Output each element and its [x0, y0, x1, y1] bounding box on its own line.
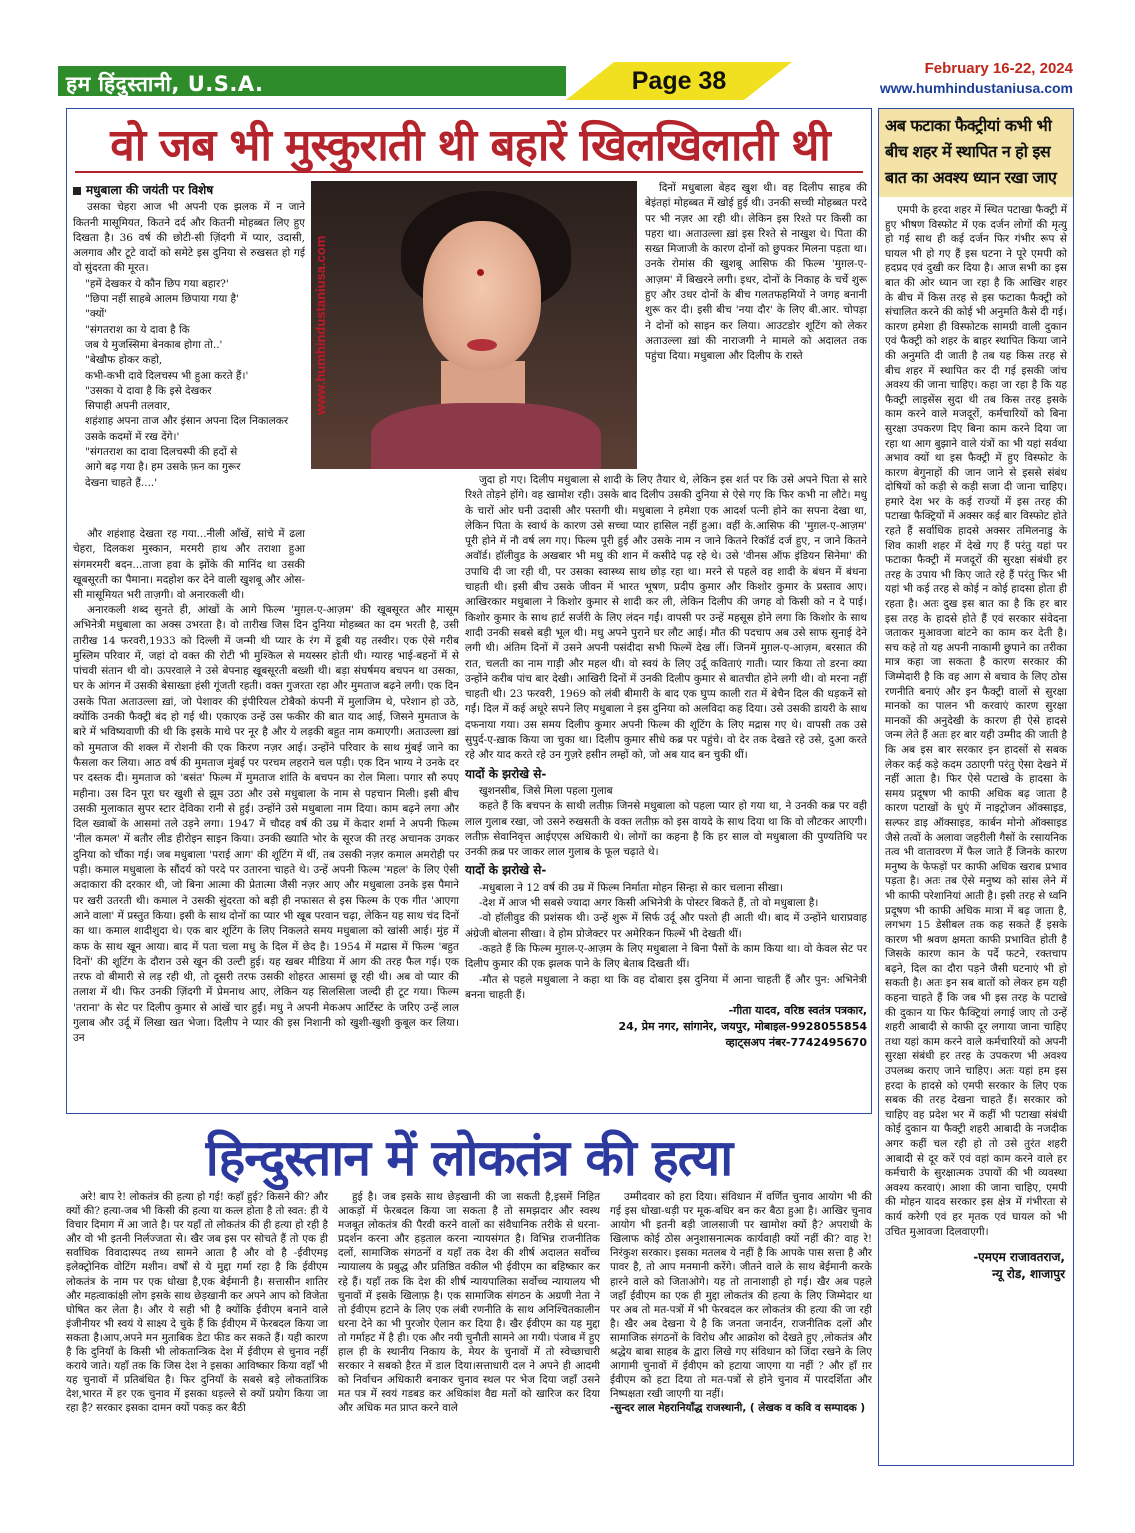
- masthead-title: हम हिंदुस्तानी, U.S.A.: [66, 72, 264, 96]
- masthead: [58, 62, 1073, 100]
- poem-line: देखना चाहते हैं....': [85, 476, 158, 489]
- main-article-flow-wide: [465, 473, 867, 1109]
- poem-line: जब ये मुजस्सिमा बेनकाब होगा तो..': [85, 338, 223, 351]
- author-line: न्यू रोड, शाजापुर: [992, 1267, 1065, 1282]
- bullet-icon: [73, 187, 81, 195]
- page-number-badge: Page 38: [614, 62, 744, 100]
- poem-line: सिपाही अपनी तलवार,: [85, 400, 171, 413]
- poem-line: कभी-कभी दावे दिलचस्प भी हुआ करते हैं।': [85, 369, 249, 382]
- sidebar-article: [878, 108, 1074, 1466]
- madhubala-photo: [311, 181, 637, 469]
- main-article: [66, 108, 872, 1114]
- poem-line: "बेखौफ होकर कहो,: [85, 354, 163, 367]
- bottom-article-title: हिन्दुस्तान में लोकतंत्र की हत्या: [205, 1129, 733, 1187]
- main-article-title: वो जब भी मुस्कुराती थी बहारें खिलखिलाती थी: [110, 120, 830, 171]
- sidebar-paragraph: एमपी के हरदा शहर में स्थित पटाखा फैक्ट्री में हुए भीषण विस्फोट में एक दर्जन लोगों की मृत्यु हो गई साथ ही कई दर्जन फिर गंभीर रूप से घायल भी हो गए हैं इस घटना ने पूरे एमपी को हदप्रद एवं दुखी कर दिया है। आज सभी का इस बात की ओर ध्यान जा रहा है कि आखिर शहर के बीच में किस तरह से इस फटाका फैक्ट्री को संचालित करने की कोई भी अनुमति कैसे दी गई। कारण हमेशा ही विस्फोटक सामग्री वाली दुकान एवं फैक्ट्री को शहर के बाहर स्थापित किया जाने की अनुमति दी जाती है तब यह किस तरह से बीच शहर में स्थापित कर दी गई इसकी जांच अवश्य की जाना चाहिए। कहा जा रहा है कि यह फैक्ट्री लाइसेंस सुदा थी तब किस तरह इसके काम करने वाले मजदूरों, कर्मचारियों को बिना सुरक्षा उपकरण दिए बिना काम करने दिया जा रहा था आग बुझाने वाले यंत्रों का भी यहां सर्वथा अभाव क्यों था इस फैक्ट्री में हुए विस्फोट के कारण बेगुनाहों की जान जाने से इससे संबंध दोषियों को कड़ी से कड़ी सजा दी जाना चाहिए। हमारे देश भर के कई राज्यों में इस तरह की पटाखा फैक्ट्रियों में अक्सर कई बार विस्फोट होते रहते हैं सर्वाधिक हादसे अक्सर तमिलनाडु के शिव काशी शहर में देखे गए हैं परंतु यहां पर फटाका फैक्ट्री में मजदूरों की सुरक्षा संबंधी हर तरह के उपाय भी किए जाते रहे हैं परंतु फिर भी यहां भी कई तरह से कोई न कोई हादसा होता ही रहता है। अतः दुख इस बात का है कि हर बार इस तरह के हादसे होते हैं एवं सरकार संवेदना जताकर मुआवजा बांटने का काम कर देती है। सच कहे तो यह अपनी नाकामी छुपाने का तरीका मात्र कहा जा सकता है कारण सरकार की जिम्मेदारी है कि वह आग से बचाव के लिए ठोस रणनीति बनाएं और इन फैक्ट्री वालों से सुरक्षा मानको का पालन भी करवाएं कारण सुरक्षा मानकों की अनुदेखी के कारण ही ऐसे हादसे जन्म लेते हैं अतः हर बार यही उम्मीद की जाती है कि अब इस बार सरकार इन हादसों से सबक लेकर कई कड़े कदम उठाएगी परंतु ऐसा देखने में नहीं आता है। फिर ऐसे पटाखे के हादसा के समय प्रदूषण भी काफी अधिक बढ़ जाता है कारण पटाखों के धुएं में नाइट्रोजन ऑक्साइड, सल्फर डाइ ऑक्साइड, कार्बन मोनो ऑक्साइड जैसे तत्वों के अलावा जहरीली गैसों के रसायनिक तत्व भी वातावरण में फैल जाते हैं जिनके कारण मनुष्य के फेफड़ों पर काफी अधिक खराब प्रभाव पड़ता है। अतः तब ऐसे मनुष्य को सांस लेने में भी काफी परेशानियां आती है। इसी तरह से ध्वनि प्रदूषण भी काफी अधिक मात्रा में बढ़ जाता है, लगभग 15 डेसीबल तक कह सकते हैं इसके कारण भी श्रवण क्षमता काफी प्रभावित होती है जिसके कारण कान के पर्दे फटने, रक्तचाप बढ़ने, दिल का दौरा पड़ने जैसी घटनाएं भी हो सकती है। अतः इन सब बातों को लेकर हम यही कहना चाहते हैं कि जब भी इस तरह के पटाखे की दुकान या फिर फैक्ट्रियां लगाई जाए तो उन्हें शहरी आबादी से काफी दूर लगाया जाना चाहिए तथा यहां काम करने वाले कर्मचारियों को अपनी सुरक्षा संबंधी हर तरह के उपकरण भी अवश्य उपलब्ध कराए जाने चाहिए। अतः यहां हम इस हरदा के हादसे को एमपी सरकार के लिए एक सबक की तरह देखना चाहते हैं। सरकार को चाहिए वह प्रदेश भर में कहीं भी पटाखा संबंधी कोई दुकान या फैक्ट्री शहरी आबादी के नजदीक अगर कहीं चल रही हो तो उसे तुरंत शहरी आबादी से दूर करें एवं वहां काम करने वाले हर कर्मचारी के सुरक्षात्मक उपायों की भी व्यवस्था अवश्य करवाएं। आशा की जाना चाहिए, एमपी की मोहन यादव सरकार इस क्षेत्र में गंभीरता से कार्य करेगी एवं हर मृतक एवं घायल को भी उचित मुआवजा दिलवाएगी।: [885, 204, 1067, 1238]
- poem-line: "संगतराश का दावा दिलचस्पी की हदों से: [85, 446, 238, 459]
- author-line: -गीता यादव, वरिष्ठ स्वतंत्र पत्रकार,: [728, 1004, 867, 1018]
- fact-item: -वो हॉलीवुड की प्रशंसक थी। उन्हें शुरू में सिर्फ उर्दू और पश्तो ही आती थी। बाद में उन्होंने धाराप्रवाह अंग्रेजी बोलना सीखा। वे होम प्रोजेक्टर पर अमेरिकन फिल्में भी देखती थीं।: [465, 912, 867, 940]
- photo-bindi: [477, 269, 484, 276]
- author-line: 24, प्रेम नगर, सांगानेर, जयपुर, मोबाइल-9928055854: [618, 1020, 867, 1034]
- sidebar-author: [879, 1239, 1073, 1283]
- poem-line: शहंशाह अपना ताज और इंसान अपना दिल निकालकर: [85, 415, 289, 428]
- bottom-paragraph: अरे! बाप रे! लोकतंत्र की हत्या हो गई! कहाँ हुई? किसने की? और क्यों की? हत्या-जब भी किसी की हत्या या कत्ल होता है तो स्वत: ही ये विचार दिमाग में आ जाते है। पर यहाँ तो लोकतंत्र की ही हत्या हो रही है और वो भी इतनी निर्लज्जता से। खैर जब इस पर सोचते हैं तो एक ही सर्वाधिक विवादास्पद तथ्य सामने आता है और वो है -ईवीएमइ इलेक्ट्रोनिक वोटिंग मशीन। वर्षों से ये मुद्दा गर्मा रहा है कि ईवीएम लोकतंत्र के नाम पर एक धोखा है,एक बेईमानी है। सत्तासीन शातिर और महत्वाकांक्षी लोग इसके साथ छेड़खानी कर अपने आप को विजेता घोषित कर लेता है। और ये सही भी है क्योंकि ईवीएम बनाने वाले इंजीनीयर भी स्वयं ये साक्ष्य दे चुके हैं कि ईवीएम में फेरबदल किया जा सकता है।आप,अपने मन मुताबिक डेटा फीड कर सकते हैं। यही कारण है कि दुनियाँ के किसी भी लोकतान्त्रिक देश में ईवीएम से चुनाव नहीं कराये जाते। यहाँ तक कि जिस देश ने इसका आविष्कार किया वहाँ भी यह चुनावों में प्रतिबंधित है। फिर दुनियाँ के सबसे बड़े लोकतांत्रिक देश,भारत में हर एक चुनाव में इसका धड़ल्ले से क्यों प्रयोग किया जा रहा है? सरकार इसका दामन क्यों पकड़ कर बैठी: [66, 1191, 328, 1415]
- sidebar-article-body: [879, 197, 1073, 1239]
- article-kicker-text: मधुबाला की जयंती पर विशेष: [86, 183, 214, 197]
- bottom-article: [66, 1190, 872, 1480]
- article-author: [465, 1003, 867, 1051]
- section-paragraph: कहते हैं कि बचपन के साथी लतीफ़ जिनसे मधुबाला को पहला प्यार हो गया था, ने उनकी कब्र पर वही लाल गुलाब रखा, जो उसने रुखसती के वक्त लतीफ़ को इस वायदे के साथ दिया था कि वो लौटकर आएगी। लतीफ़ सेवानिवृत्त आईएएस अधिकारी थे। लोगों का कहना है कि हर साल वो मधुबाला की पुण्यतिथि पर उनकी क़ब्र पर जाकर लाल गुलाब के फूल चढ़ाते थे।: [465, 800, 867, 859]
- section-subheading: खुशनसीब, जिसे मिला पहला गुलाब: [479, 784, 613, 797]
- fact-item: -कहते हैं कि फिल्म मुग़ल-ए-आज़म के लिए मधुबाला ने बिना पैसों के काम किया था। वो केवल सेट पर दिलीप कुमार की एक झलक पाने के लिए बेताब दिखती थीं।: [465, 942, 867, 971]
- poem-line: "उसका ये दावा है कि इसे देखकर: [85, 384, 212, 397]
- fact-item: -मौत से पहले मधुबाला ने कहा था कि वह दोबारा इस दुनिया में आना चाहती हैं और पुन: अभिनेत्री बनना चाहती हैं।: [465, 973, 867, 1001]
- photo-lips: [467, 339, 497, 351]
- website-link[interactable]: www.humhindustaniusa.com: [879, 80, 1073, 96]
- poem-line: "संगतराश का ये दावा है कि: [85, 323, 190, 336]
- main-article-flow-left: [73, 527, 305, 603]
- section-heading: यादों के झरोखे से-: [465, 863, 547, 878]
- bottom-paragraph: उम्मीदवार को हरा दिया। संविधान में वर्णित चुनाव आयोग भी की गई इस धोखा-धड़ी पर मूक-बधिर बन कर बैठा हुआ है। आखिर चुनाव आयोग भी इतनी बड़ी जालसाजी पर खामोश क्यों है? अपराधी के खिलाफ कोई ठोस अनुशासनात्मक कार्यवाही क्यों नहीं की? वाह रे! निरंकुश सरकार। इसका मतलब ये नहीं है कि आपके पास सत्ता है और पावर है, तो आप मनमानी करेंगे। जीतने वाले के साथ बेईमानी करके हारने वाले को जिताओगे। यह तो तानाशाही हो गई। खैर अब पहले जहाँ ईवीएम का एक ही मुद्दा लोकतंत्र की हत्या के लिए जिम्मेदार था पर अब तो मत-पत्रों में भी फेरबदल कर लोकतंत्र की हत्या की जा रही है। खैर अब देखना ये है कि जनता जनार्दन, राजनीतिक दलों और सामाजिक संगठनों के विरोध और आक्रोश को देखते हुए ,लोकतंत्र और श्रद्धेय बाबा साहब के द्वारा लिखे गए संविधान को जिंदा रखने के लिए आगामी चुनावों में ईवीएम को हटाया जाएगा या नहीं ? और हाँ ग़र ईवीएम को हटा दिया तो मत-पत्रों से होने चुनाव में पारदर्शिता और निष्पक्षता रखी जाएगी या नहीं।: [610, 1191, 872, 1401]
- article-poem: [73, 277, 305, 491]
- main-article-flow-left-long: [73, 603, 459, 1109]
- issue-date: February 16-22, 2024: [924, 60, 1073, 77]
- poem-line: "क्यों': [85, 308, 108, 321]
- section-heading: यादों के झरोखे से-: [465, 766, 547, 781]
- fact-item: -मधुबाला ने 12 वर्ष की उम्र में फिल्म निर्माता मोहन सिन्हा से कार चलाना सीखा।: [479, 881, 784, 894]
- article-intro: उसका चेहरा आज भी अपनी एक झलक में न जाने कितनी मासूमियत, कितने दर्द और कितनी मोहब्बत लिए हुए दिखता है। 36 वर्ष की छोटी-सी ज़िंदगी में प्यार, उदासी, अलगाव और टूटे वादों को समेटे इस दुनिया से रुखसत हो गई वो सुंदरता की मूरत।: [73, 201, 305, 275]
- article-paragraph: अनारकली शब्द सुनते ही, आंखों के आगे फिल्म 'मुग़ल-ए-आज़म' की खूबसूरत और मासूम अभिनेत्री मधुबाला का अक्स उभरता है। वो तारीख जिस दिन दुनिया मोहब्बत का दम भरती है, उसी तारीख 14 फरवरी,1933 को दिल्ली में जन्मी थी प्यार के रंग में डूबी यह तस्वीर। एक ऐसे गरीब मुस्लिम परिवार में, जहां दो वक्त की रोटी भी मुश्किल से मयस्सर होती थी। ग्यारह भाई-बहनों में से पांचवी संतान थी वो। ऊपरवाले ने उसे बेपनाह खूबसूरती बख्शी थी। बड़ा संघर्षमय बचपन था उसका, घर के आंगन में उसकी बेसाख्ता हंसी गूंजती रहती। वक्त गुजरता रहा और मुमताज बढ़ने लगी। एक दिन उसके पिता अताउल्ला ख़ां, जो पेशावर की इंपीरियल टोबैको कंपनी में मुलाजिम थे, परेशान हो उठे, क्योंकि उनकी फैक्ट्री बंद हो गई थी। एकाएक उन्हें उस फकीर की बात याद आई, जिसने मुमताज के बारे में भविष्यवाणी की थी कि इसके माथे पर नूर है और ये लड़की बहुत नाम कमाएगी। अताउल्ला ख़ां को मुमताज की शक्ल में रोशनी की एक किरण नज़र आई। उन्होंने परिवार के साथ मुंबई जाने का फैसला कर लिया। आठ वर्ष की मुमताज मुंबई पर परचम लहराने चल पड़ी। एक दिन भाग्य ने उनके दर पर दस्तक दी। मुमताज को 'बसंत' फिल्म में मुमताज शांति के बचपन का रोल मिला। पगार सौ रुपए महीना। उस दिन पूरा घर खुशी से झूम उठा और उसे मधुबाला के नाम से पहचान मिली। इसी बीच उसकी मुलाकात सुपर स्टार देविका रानी से हुई। उन्होंने उसे मधुबाला नाम दिया। काम बढ़ने लगा और दिल ख्वाबों के आसमां तले उड़ने लगा। 1947 में चौदह वर्ष की उम्र में केदार शर्मा ने अपनी फिल्म 'नील कमल' में बतौर लीड हीरोइन साइन किया। उनकी ख्याति भोर के सूरज की तरह अचानक उगकर दुनिया को चौंका गई। जब मधुबाला 'पराई आग' की शूटिंग में थीं, तब उसकी नज़र कमाल अमरोही पर पड़ी। कमाल मधुबाला के सौंदर्य को परदे पर उतारना चाहते थे। उन्हें अपनी फिल्म 'महल' के लिए ऐसी अदाकारा की दरकार थी, जो बिना आत्मा की प्रेतात्मा जैसी नज़र आए और मधुबाला उनके इस पैमाने पर खरी उतरती थी। कमाल ने उसकी सुंदरता को बड़ी ही नफासत से इस फिल्म के एक गीत 'आएगा आने वाला' में प्रस्तुत किया। इसी के साथ दोनों का प्यार भी खूब परवान चढ़ा, लेकिन यह साथ चंद दिनों का था। कमाल शादीशुदा थे। एक बार शूटिंग के लिए निकलते समय मधुबाला को खांसी आई। मुंह में कफ के साथ खून आया। बाद में पता चला मधु के दिल में छेद है। 1954 में मद्रास में फिल्म 'बहुत दिनों' की शूटिंग के दौरान उसे खून की उल्टी हुई। यह खबर मीडिया में आग की तरह फैल गई। एक तरफ वो बीमारी से लड़ रही थी, तो दूसरी तरफ उसकी शोहरत आसमां छू रही थी। अब वो प्यार की तलाश में थी। फिर उनकी ज़िंदगी में प्रेमनाथ आए, लेकिन यह सिलसिला जल्दी ही टूट गया। फिल्म 'तराना' के सेट पर दिलीप कुमार से आंखें चार हुईं। मधु ने अपनी मेकअप आर्टिस्ट के जरिए उन्हें लाल गुलाब और उर्दू में लिखा खत भेजा। दिलीप ने प्यार की इस निशानी को खुशी-खुशी कुबूल कर लिया। उन: [73, 604, 459, 1045]
- bottom-article-column: [610, 1190, 872, 1480]
- bottom-article-column: [66, 1190, 328, 1480]
- sidebar-article-title: अब फटाका फैक्ट्रीयां कभी भी बीच शहर में स्थापित न हो इस बात का अवश्य ध्यान रखा जाए: [879, 109, 1073, 197]
- fact-item: -देश में आज भी सबसे ज्यादा अगर किसी अभिनेत्री के पोस्टर बिकते हैं, तो वो मधुबाला है।: [479, 897, 819, 910]
- main-article-column-right-top: [645, 181, 867, 365]
- photo-watermark: www.humhindustaniusa.com: [313, 235, 328, 415]
- article-paragraph: जुदा हो गए। दिलीप मधुबाला से शादी के लिए तैयार थे, लेकिन इस शर्त पर कि उसे अपने पिता से सारे रिश्ते तोड़ने होंगे। वह खामोश रही। उसके बाद दिलीप उसकी दुनिया से ऐसे गए कि फिर कभी ना लौटे। मधु के चारों ओर घनी उदासी और पस्तगी थी। मधुबाला ने हमेशा एक आदर्श पत्नी होने का सपना देखा था, लेकिन पिता के स्वार्थ के कारण उसे सच्चा प्यार हासिल नहीं हुआ। वहीं के.आसिफ की 'मुग़ल-ए-आज़म' पूरी होने में नौ वर्ष लग गए। फिल्म पूरी हुई और उसके नाम न जाने कितने रिकॉर्ड दर्ज हुए, न जाने कितने अवॉर्ड। हॉलीवुड के अखबार भी मधु की शान में कसीदे पढ़ रहे थे। उसे 'वीनस ऑफ इंडियन सिनेमा' की उपाधि दी जा रही थी, पर उसका स्वास्थ्य साथ छोड़ रहा था। मरने से पहले वह शादी के बंधन में बंधना चाहती थी। इसी बीच उसके जीवन में भारत भूषण, प्रदीप कुमार और किशोर कुमार के प्रस्ताव आए। आखिरकार मधुबाला ने किशोर कुमार से शादी कर ली, लेकिन दिलीप की जगह वो किसी को न दे पाई। किशोर कुमार के साथ हार्ट सर्जरी के लिए लंदन गईं। वापसी पर उन्हें महसूस होने लगा कि किशोर के साथ शादी उनकी सबसे बड़ी भूल थी। मधु अपने पुराने घर लौट आई। मौत की पदचाप अब उसे साफ सुनाई देने लगी थी। अंतिम दिनों में उसने अपनी पसंदीदा सभी फिल्में देख लीं। जिनमें मुग़ल-ए-आज़म, बरसात की रात, चलती का नाम गाड़ी और महल थी। वो स्वयं के लिए उर्दू कविताएं गाती। प्यार किया तो डरना क्या उन्होंने करीब पांच बार देखी। आखिरी दिनों में उनकी दिलीप कुमार से बातचीत होने लगी थी। वो मरना नहीं चाहती थी। 23 फरवरी, 1969 को लंबी बीमारी के बाद एक घुप्प काली रात में बेचैन दिल की धड़कनें सो गईं। दिल में कई अधूरे सपने लिए मधुबाला ने इस दुनिया को अलविदा कह दिया। उसे उसकी डायरी के साथ दफनाया गया। उस समय दिलीप कुमार अपनी फिल्म की शूटिंग के लिए मद्रास गए थे। वापसी तक उसे सुपुर्द-ए-ख़ाक किया जा चुका था। दिलीप कुमार सीधे कब्र पर पहुंचे। वो देर तक देखते रहे उसे, दुआ करते रहे और याद करते रहे उन गुज़रे हसीन लम्हों को, जो अब याद बन चुकी थीं।: [465, 474, 867, 762]
- poem-line: "छिपा नहीं साहबे आलम छिपाया गया है': [85, 293, 240, 306]
- article-paragraph: दिनों मधुबाला बेहद खुश थी। वह दिलीप साहब की बेइंतहां मोहब्बत में खोई हुई थी। उनकी सच्ची मोहब्बत परदे पर भी नज़र आ रही थी। लेकिन इस रिश्ते पर किसी का पहरा था। अताउल्ला ख़ां इस रिश्ते से नाखुश थे। पिता की सख्त मिजाजी के कारण दोनों को छुपकर मिलना पड़ता था। उनके रोमांस की खुशबू आसिफ की फिल्म 'मुग़ल-ए-आज़म' में बिखरने लगी। इधर, दोनों के निकाह के चर्चे शुरू हुए और उधर दोनों के बीच गलतफहमियों ने जगह बनानी शुरू कर दी। इसी बीच 'नया दौर' के लिए बी.आर. चोपड़ा ने दोनों को साइन कर लिया। आउटडोर शूटिंग को लेकर अताउल्ला ख़ां की नाराजगी ने मामले को अदालत तक पहुंचा दिया। मधुबाला और दिलीप के रास्ते: [645, 182, 867, 363]
- photo-dress: [371, 403, 601, 469]
- bottom-paragraph: हुई है। जब इसके साथ छेड़खानी की जा सकती है,इसमें निहित आकड़ों में फेरबदल किया जा सकता है तो समझदार और स्वस्थ मजबूत लोकतंत्र की पैरवी करने वालों का संवैधानिक तरीके से धरना-प्रदर्शन करना और हड़ताल करना न्यायसंगत है। विभिन्न राजनीतिक दलों, सामाजिक संगठनों व यहाँ तक देश की शीर्ष अदालत सर्वोच्च न्यायालय के प्रबुद्ध और प्रतिष्ठित वकील भी ईवीएम का बहिष्कार कर रहे हैं। यहाँ तक कि देश की शीर्ष न्यायपालिका सर्वोच्च न्यायालय भी चुनावों में इसके खिलाफ़ है। एक सामाजिक संगठन के अग्रणी नेता ने तो ईवीएम हटाने के लिए एक लंबी रणनीति के साथ अनिश्चितकालीन धरना देने का भी पुरजोर ऐलान कर दिया है। खैर ईवीएम का यह मुद्दा तो गर्माहट में है ही। एक और नयी चुनौती सामने आ गयी। पंजाब में हुए हाल ही के स्थानीय निकाय के, मेयर के चुनावों में तो स्वेच्छाचारी सरकार ने सबको हैरत में डाल दिया।सत्ताधारी दल ने अपने ही आदमी को निर्वाचन अधिकारी बनाकर चुनाव स्थल पर भेज दिया जहाँ उसने मत पत्र में स्वयं गडबड कर अधिकांश वैद्य मतों को खारिज कर दिया और अधिक मत प्राप्त करने वाले: [338, 1191, 600, 1415]
- article-paragraph: और शहंशाह देखता रह गया...नीली आँखें, सांचे में ढला चेहरा, दिलकश मुस्कान, मरमरी हाथ और तराशा हुआ संगमरमरी बदन...ताजा हवा के झोंके की मानिंद था उसकी खूबसूरती का पैमाना। मदहोश कर देने वाली खुशबू और ओस-सी मासूमियत भरी ताज़गी। वो अनारकली थी।: [73, 528, 305, 602]
- poem-line: उसके कदमों में रख देंगे।': [85, 430, 180, 443]
- poem-line: आगे बढ़ गया है। हम उसके फ़न का गुरूर: [85, 461, 241, 474]
- bottom-article-column: [338, 1190, 600, 1480]
- title-divider: [75, 171, 863, 173]
- author-line: व्हाट्सअप नंबर-7742495670: [725, 1036, 867, 1050]
- article-kicker: [73, 183, 305, 198]
- bottom-article-byline: -सुन्दर लाल मेहरानियाँद्ध राजस्थानी, ( लेखक व कवि व सम्पादक ): [610, 1402, 866, 1415]
- author-line: -एमएम राजावतराज,: [973, 1250, 1065, 1265]
- poem-line: "हमें देखकर ये कौन छिप गया बहार?': [85, 277, 229, 290]
- masthead-banner: [58, 66, 566, 96]
- main-article-column-left: [73, 183, 305, 491]
